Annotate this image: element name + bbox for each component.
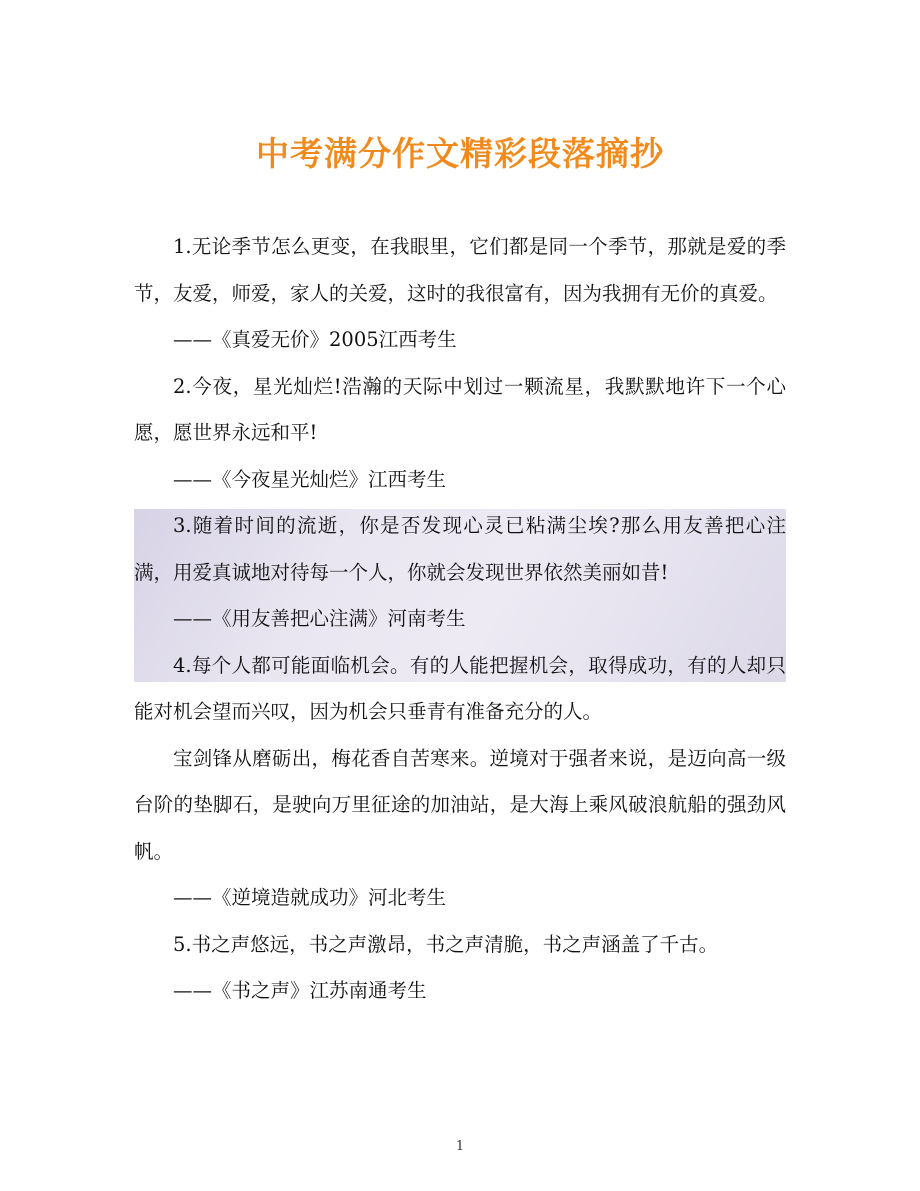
page-number: 1 [455, 1139, 465, 1154]
attribution-3: ——《用友善把心注满》河南考生 [173, 607, 466, 630]
attribution-2: ——《今夜星光灿烂》江西考生 [173, 467, 447, 491]
paragraph-5: 5.书之声悠远，书之声激昂，书之声清脆，书之声涵盖了千古。 [173, 932, 719, 956]
paragraph-1: 1.无论季节怎么更变，在我眼里，它们都是同一个季节，那就是爱的季节，友爱，师爱，家人的关爱，这时的我很富有，因为我拥有无价的真爱。 [134, 235, 786, 305]
paragraph-2: 2.今夜，星光灿烂!浩瀚的天际中划过一颗流星，我默默地许下一个心愿，愿世界永远和平! [134, 374, 786, 444]
document-body [134, 224, 786, 1015]
attribution-4: ——《逆境造就成功》河北考生 [173, 886, 447, 909]
paragraph-4: 4.每个人都可能面临机会。有的人能把握机会，取得成功，有的人却只能对机会望而兴叹，因为机会只垂青有准备充分的人。 [134, 653, 786, 723]
paragraph-3: 3.随着时间的流逝，你是否发现心灵已粘满尘埃?那么用友善把心注满，用爱真诚地对待每一个人，你就会发现世界依然美丽如昔! [134, 514, 786, 584]
attribution-5: ——《书之声》江苏南通考生 [173, 979, 427, 1002]
paragraph-4-continued: 宝剑锋从磨砺出，梅花香自苦寒来。逆境对于强者来说，是迈向高一级台阶的垫脚石，是驶向万里征途的加油站，是大海上乘风破浪航船的强劲风帆。 [134, 746, 786, 863]
attribution-1: ——《真爱无价》2005江西考生 [173, 328, 457, 351]
document-title: 中考满分作文精彩段落摘抄 [256, 134, 664, 173]
